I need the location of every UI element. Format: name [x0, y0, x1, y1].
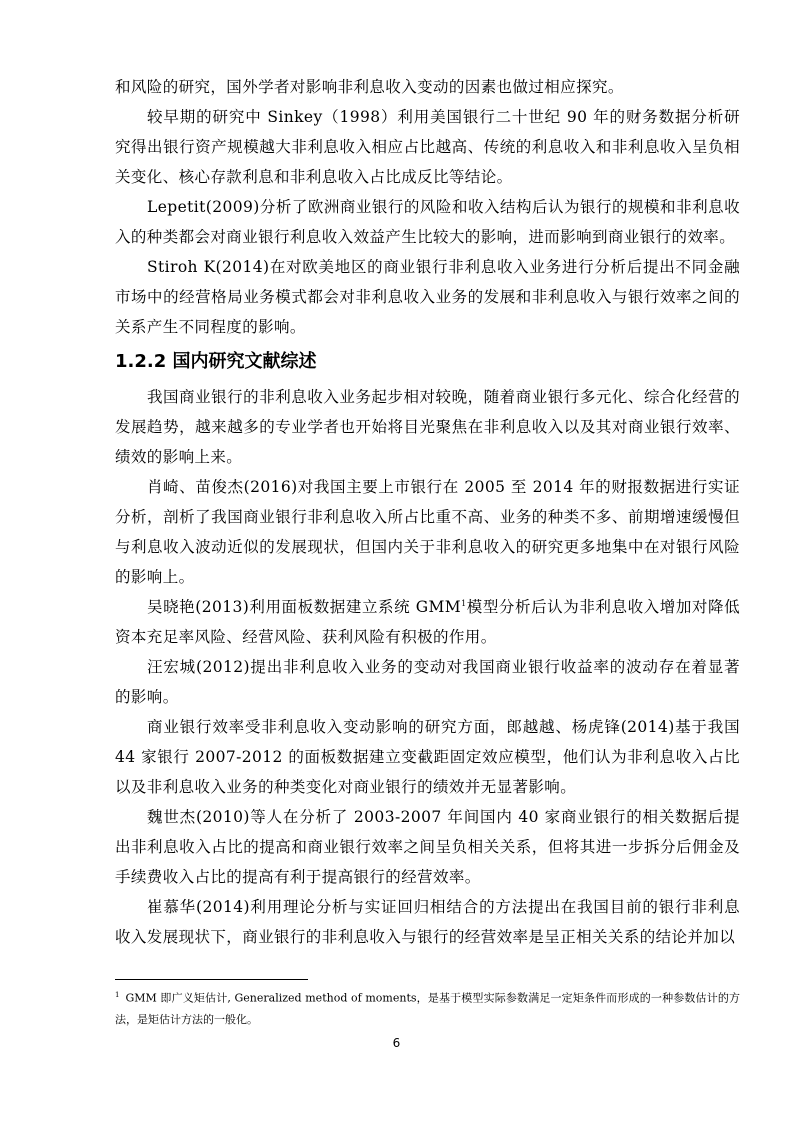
paragraph: Stiroh K(2014)在对欧美地区的商业银行非利息收入业务进行分析后提出不同金融市场中的经营格局业务模式都会对非利息收入业务的发展和非利息收入与银行效率之间的关系产生不同程度的影响。 — [115, 258, 740, 336]
footnote-text: GMM 即广义矩估计, Generalized method of moments，是基于模型实际参数满足一定矩条件而形成的一种参数估计的方法，是矩估计方法的一般化。 — [115, 991, 740, 1026]
page-number: 6 — [392, 1036, 401, 1050]
paragraph: 崔慕华(2014)利用理论分析与实证回归相结合的方法提出在我国目前的银行非利息收入发展现状下，商业银行的非利息收入与银行的经营效率是呈正相关关系的结论并加以 — [115, 898, 740, 946]
paragraph-text: 模型分析后认为非利息收入增加对降低资本充足率风险、经营风险、获利风险有积极的作用。 — [115, 598, 740, 646]
paragraph: 肖崎、苗俊杰(2016)对我国主要上市银行在 2005 至 2014 年的财报数据进行实证分析，剖析了我国商业银行非利息收入所占比重不高、业务的种类不多、前期增速缓慢但与利息收入波动近似的发展现状，但国内关于非利息收入的研究更多地集中在对银行风险的影响上。 — [115, 478, 740, 586]
paragraph: 魏世杰(2010)等人在分析了 2003-2007 年间国内 40 家商业银行的相关数据后提出非利息收入占比的提高和商业银行效率之间呈负相关关系，但将其进一步拆分后佣金及手续费收入占比的提高有利于提高银行的经营效率。 — [115, 808, 740, 886]
paragraph: 商业银行效率受非利息收入变动影响的研究方面，郎越越、杨虎锋(2014)基于我国 44 家银行 2007-2012 的面板数据建立变截距固定效应模型，他们认为非利息收入占比以及非利息收入业务的种类变化对商业银行的绩效并无显著影响。 — [115, 718, 740, 796]
paragraph: 汪宏城(2012)提出非利息收入业务的变动对我国商业银行收益率的波动存在着显著的影响。 — [115, 658, 740, 706]
paragraph: Lepetit(2009)分析了欧洲商业银行的风险和收入结构后认为银行的规模和非利息收入的种类都会对商业银行利息收入效益产生比较大的影响，进而影响到商业银行的效率。 — [115, 198, 740, 246]
paragraph: 较早期的研究中 Sinkey（1998）利用美国银行二十世纪 90 年的财务数据分析研究得出银行资产规模越大非利息收入相应占比越高、传统的利息收入和非利息收入呈负相关变化、核心存款利息和非利息收入占比成反比等结论。 — [115, 108, 740, 186]
section-heading: 1.2.2 国内研究文献综述 — [115, 351, 317, 372]
footnote-number: 1 — [115, 991, 120, 999]
footnote-reference[interactable]: 1 — [461, 598, 467, 608]
paragraph: 和风险的研究，国外学者对影响非利息收入变动的因素也做过相应探究。 — [115, 78, 624, 96]
main-text — [115, 72, 740, 952]
footnote — [115, 985, 740, 1030]
paragraph-text: 吴晓艳(2013)利用面板数据建立系统 GMM — [147, 598, 462, 616]
paragraph: 我国商业银行的非利息收入业务起步相对较晚，随着商业银行多元化、综合化经营的发展趋势，越来越多的专业学者也开始将目光聚焦在非利息收入以及其对商业银行效率、绩效的影响上来。 — [115, 388, 740, 466]
paragraph-gmm — [115, 592, 740, 652]
footnote-divider — [115, 979, 308, 980]
